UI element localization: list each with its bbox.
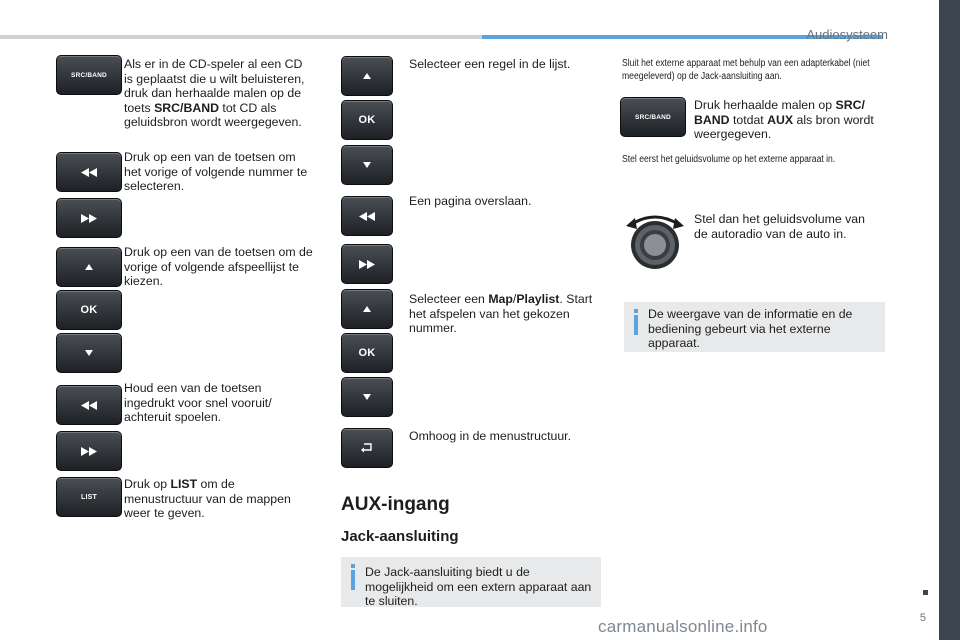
arrow-up-icon	[363, 73, 371, 79]
up-button	[56, 247, 122, 287]
ok-label: OK	[80, 304, 98, 316]
map-up-button	[341, 289, 393, 329]
src-band-button	[56, 55, 122, 95]
map-ok-button	[341, 333, 393, 373]
volume-note: Stel eerst het geluidsvolume op het externe apparaat in.	[622, 154, 836, 165]
page-skip-instruction: Een pagina overslaan.	[409, 194, 532, 208]
fast-forward-icon	[359, 260, 375, 269]
display-info-text: De weergave van de informatie en de bediening gebeurt via het externe apparaat.	[648, 307, 853, 350]
jack-info-box	[341, 557, 601, 607]
rewind-icon	[81, 168, 97, 177]
volume-knob	[620, 210, 690, 270]
down-button	[56, 333, 122, 373]
arrow-up-icon	[85, 264, 93, 270]
ok-button	[56, 290, 122, 330]
seek-instruction: Houd een van de toetsen ingedrukt voor snel vooruit/ achteruit spoelen.	[124, 381, 272, 424]
header-rule-gray	[0, 35, 482, 39]
list-button	[56, 477, 122, 517]
fast-forward-icon	[81, 214, 97, 223]
aux-heading: AUX-ingang	[341, 494, 450, 515]
rewind-icon	[359, 212, 375, 221]
info-icon	[634, 315, 638, 335]
jack-heading: Jack-aansluiting	[341, 528, 459, 545]
ok-label: OK	[358, 114, 376, 126]
seek-rewind-button	[56, 385, 122, 425]
arrow-up-icon	[363, 306, 371, 312]
info-icon-dot	[634, 309, 638, 313]
rewind-button	[56, 152, 122, 192]
rewind-icon	[81, 401, 97, 410]
select-map-instruction: Selecteer een Map/Playlist. Start het afspelen van het gekozen nummer.	[409, 292, 593, 335]
list-label: LIST	[81, 493, 97, 501]
page-number: 5	[919, 612, 926, 624]
volume-knob-icon	[620, 210, 690, 270]
forward-button	[56, 198, 122, 238]
section-title: Audiosysteem	[806, 27, 888, 42]
playlist-instruction: Druk op een van de toetsen om de vorige of volgende afspeellijst te kiezen.	[124, 245, 313, 288]
src-band-instruction: Als er in de CD-speler al een CD is geplaatst die u wilt beluisteren, druk dan herhaalde malen op de toets SRC/BAND tot CD als geluidsbron wordt weergegeven.	[124, 57, 305, 129]
jack-info-text: De Jack-aansluiting biedt u de mogelijkheid om een extern apparaat aan te sluiten.	[365, 565, 592, 608]
watermark: carmanualsonline.info	[598, 617, 768, 636]
info-icon-dot	[351, 564, 355, 568]
list-up-button	[341, 56, 393, 96]
list-down-button	[341, 145, 393, 185]
arrow-down-icon	[363, 162, 371, 168]
aux-src-band-button	[620, 97, 686, 137]
map-down-button	[341, 377, 393, 417]
track-instruction: Druk op een van de toetsen om het vorige of volgende nummer te selecteren.	[124, 150, 308, 193]
connect-note: Sluit het externe apparaat met behulp van een adapterkabel (niet meegeleverd) op de Jack-aansluiting aan.	[622, 58, 870, 82]
list-instruction: Druk op LIST om de menustructuur van de mappen weer te geven.	[124, 477, 291, 520]
aux-src-band-instruction: Druk herhaalde malen op SRC/ BAND totdat AUX als bron wordt weergegeven.	[694, 98, 874, 141]
fast-forward-icon	[81, 447, 97, 456]
knob-instruction: Stel dan het geluidsvolume van de autoradio van de auto in.	[694, 212, 865, 241]
page-marker	[923, 590, 928, 595]
arrow-down-icon	[85, 350, 93, 356]
menu-up-instruction: Omhoog in de menustructuur.	[409, 429, 571, 443]
src-band-label: SRC/BAND	[635, 113, 671, 121]
src-band-label: SRC/BAND	[71, 71, 107, 79]
side-tab	[939, 0, 960, 640]
page-forward-button	[341, 244, 393, 284]
arrow-down-icon	[363, 394, 371, 400]
select-line-instruction: Selecteer een regel in de lijst.	[409, 57, 571, 71]
info-icon	[351, 570, 355, 590]
seek-forward-button	[56, 431, 122, 471]
display-info-box	[624, 302, 885, 352]
page-rewind-button	[341, 196, 393, 236]
back-button	[341, 428, 393, 468]
list-ok-button	[341, 100, 393, 140]
ok-label: OK	[358, 347, 376, 359]
return-icon	[361, 443, 373, 453]
